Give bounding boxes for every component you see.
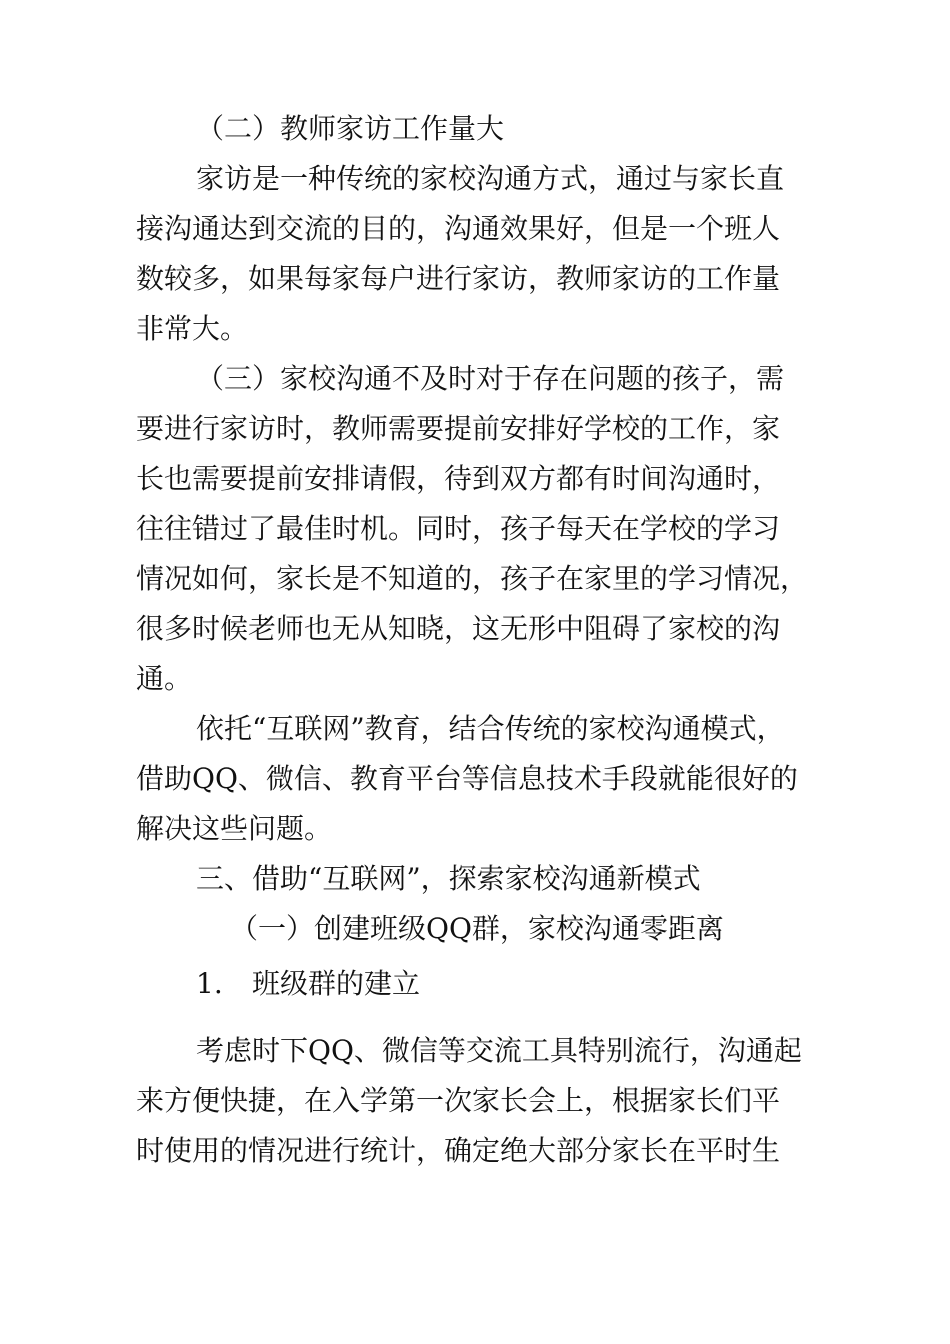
section-heading-three: 三、借助“互联网”，探索家校沟通新模式 — [196, 862, 701, 895]
paragraph-line: 往往错过了最佳时机。同时，孩子每天在学校的学习 — [136, 512, 781, 545]
paragraph-line: 时使用的情况进行统计，确定绝大部分家长在平时生 — [136, 1134, 781, 1167]
paragraph-line: 来方便快捷，在入学第一次家长会上，根据家长们平 — [136, 1084, 781, 1117]
paragraph-line: 家访是一种传统的家校沟通方式，通过与家长直 — [196, 162, 785, 195]
subheading-qq-group: （一）创建班级QQ群，家校沟通零距离 — [230, 912, 724, 945]
paragraph-line: 数较多，如果每家每户进行家访，教师家访的工作量 — [136, 262, 781, 295]
numbered-item-text: 班级群的建立 — [252, 967, 421, 1000]
paragraph-line: 解决这些问题。 — [136, 812, 333, 845]
paragraph-line: 通。 — [136, 662, 193, 695]
list-number: 1. — [196, 967, 223, 1000]
numbered-item — [196, 968, 420, 1000]
paragraph-line: 很多时候老师也无从知晓，这无形中阻碍了家校的沟 — [136, 612, 781, 645]
paragraph-line: 借助QQ、微信、教育平台等信息技术手段就能很好的 — [136, 762, 798, 795]
paragraph-line: 要进行家访时，教师需要提前安排好学校的工作，家 — [136, 412, 781, 445]
paragraph-line: 情况如何，家长是不知道的，孩子在家里的学习情况， — [136, 562, 809, 595]
paragraph-line: 依托“互联网”教育，结合传统的家校沟通模式， — [196, 712, 785, 745]
paragraph-line: 接沟通达到交流的目的，沟通效果好，但是一个班人 — [136, 212, 781, 245]
subheading-communication-delay: （三）家校沟通不及时对于存在问题的孩子，需 — [196, 362, 785, 395]
paragraph-line: 长也需要提前安排请假，待到双方都有时间沟通时， — [136, 462, 781, 495]
paragraph-line: 非常大。 — [136, 312, 249, 345]
subheading-teacher-visits: （二）教师家访工作量大 — [196, 112, 505, 145]
paragraph-line: 考虑时下QQ、微信等交流工具特别流行，沟通起 — [196, 1034, 802, 1067]
